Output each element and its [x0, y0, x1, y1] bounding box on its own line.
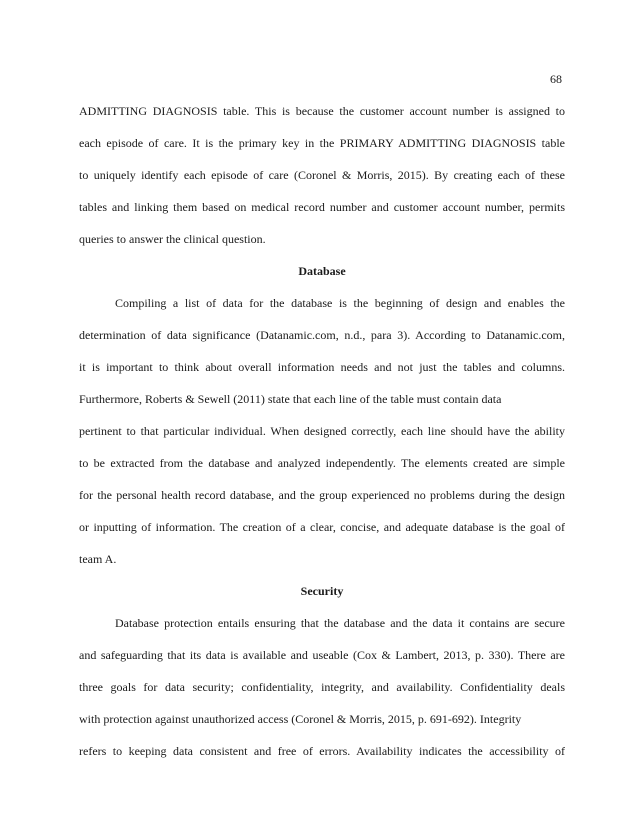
paragraph-line: ADMITTING DIAGNOSIS table. This is because the customer account number is assigned to [79, 104, 565, 118]
paragraph-line: Furthermore, Roberts & Sewell (2011) state that each line of the table must contain data [79, 392, 502, 406]
paragraph-line: for the personal health record database, and the group experienced no problems during the design [79, 488, 565, 502]
paragraph-line: each episode of care. It is the primary key in the PRIMARY ADMITTING DIAGNOSIS table [79, 136, 565, 150]
paragraph-line: tables and linking them based on medical record number and customer account number, permits [79, 200, 565, 214]
section-heading: Security [300, 584, 344, 598]
paragraph-line: to be extracted from the database and analyzed independently. The elements created are simple [79, 456, 565, 470]
section-heading: Database [298, 264, 346, 278]
paragraph-line: queries to answer the clinical question. [79, 232, 266, 246]
paragraph-first-line: Compiling a list of data for the database is the beginning of design and enables the [115, 296, 565, 310]
paragraph-first-line: Database protection entails ensuring that the database and the data it contains are secure [115, 616, 565, 630]
paragraph-line: to uniquely identify each episode of care (Coronel & Morris, 2015). By creating each of these [79, 168, 565, 182]
paragraph-line: it is important to think about overall information needs and not just the tables and columns. [79, 360, 565, 374]
body-text [79, 95, 565, 767]
paragraph-line: or inputting of information. The creation of a clear, concise, and adequate database is the goal of [79, 520, 565, 534]
paragraph-line: determination of data significance (Datanamic.com, n.d., para 3). According to Datanamic.com, [79, 328, 565, 342]
paragraph-line: pertinent to that particular individual. When designed correctly, each line should have the ability [79, 424, 565, 438]
paragraph-line: refers to keeping data consistent and free of errors. Availability indicates the accessibility of [79, 744, 565, 758]
paragraph-line: team A. [79, 552, 117, 566]
paragraph-line: with protection against unauthorized access (Coronel & Morris, 2015, p. 691-692). Integrity [79, 712, 522, 726]
paragraph-line: three goals for data security; confidentiality, integrity, and availability. Confidentiality deals [79, 680, 565, 694]
page-number: 68 [550, 72, 562, 86]
paragraph-line: and safeguarding that its data is available and useable (Cox & Lambert, 2013, p. 330). There are [79, 648, 565, 662]
